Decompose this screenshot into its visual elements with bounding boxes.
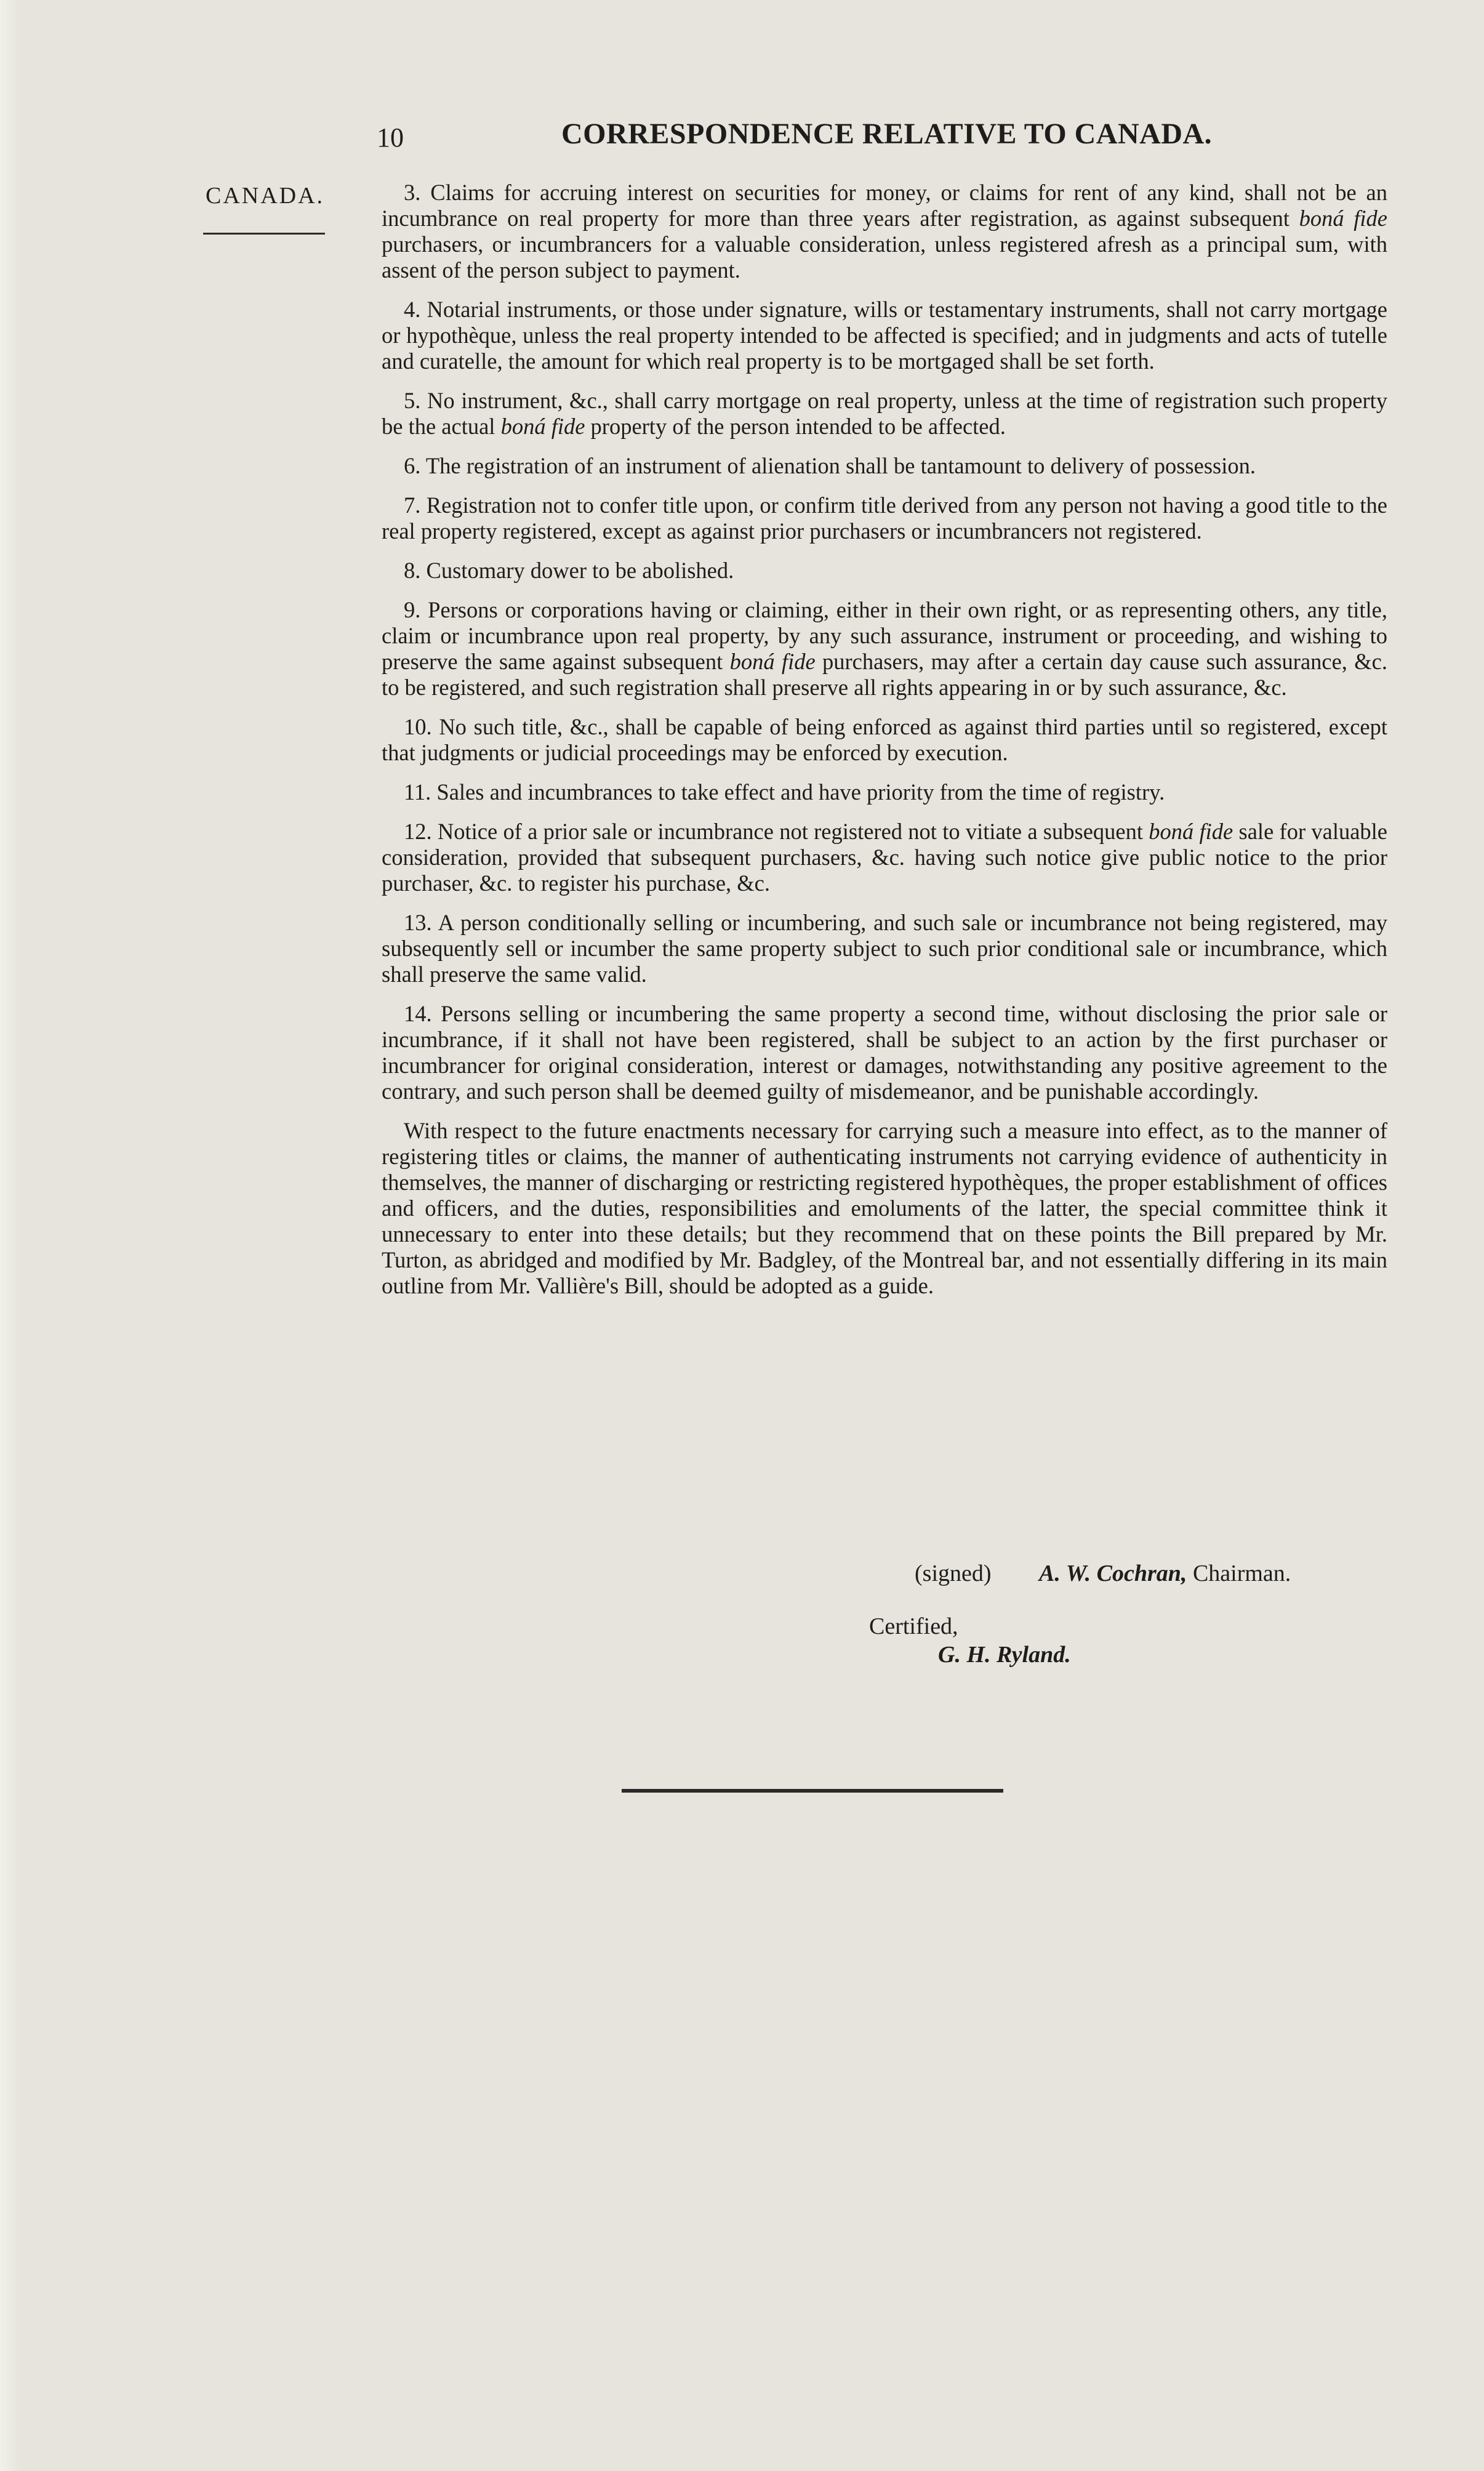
paragraph-12: 12. Notice of a prior sale or incumbrance not registered not to vitiate a subsequent boná fide sale for valuable consideration, provided that subsequent purchasers, &c. having such notice give public notice to the prior purchaser, &c. to register his purchase, &c.	[382, 819, 1387, 896]
closing-paragraph: With respect to the future enactments necessary for carrying such a measure into effect, as to the manner of registering titles or claims, the manner of authenticating instruments not carrying evidence of authenticity in themselves, the manner of discharging or restricting registered hypothèques, the proper establishment of offices and officers, and the duties, responsibilities and emoluments of the latter, the special committee think it unnecessary to enter into these details; but they recommend that on these points the Bill prepared by Mr. Turton, as abridged and modified by Mr. Badgley, of the Montreal bar, and not essentially differing in its main outline from Mr. Vallière's Bill, should be adopted as a guide.	[382, 1118, 1387, 1298]
signed-line	[915, 1559, 1291, 1588]
paragraph-8: 8. Customary dower to be abolished.	[404, 558, 734, 583]
paragraph-7: 7. Registration not to confer title upon, or confirm title derived from any person not having a good title to the real property registered, except as against prior purchasers or incumbrancers not registered.	[382, 492, 1387, 544]
page-edge	[0, 0, 21, 2471]
chairman-role: Chairman.	[1192, 1561, 1291, 1586]
chairman-name: A. W. Cochran,	[1039, 1561, 1187, 1586]
margin-label: CANADA.	[206, 183, 325, 209]
paragraph-14: 14. Persons selling or incumbering the same property a second time, without disclosing the prior sale or incumbrance, if it shall not have been registered, shall be subject to an action by the first purchaser or incumbrancer for original consideration, interest or damages, notwithstanding any positive agreement to the contrary, and such person shall be deemed guilty of misdemeanor, and be punishable accordingly.	[382, 1001, 1387, 1104]
certified-label: Certified,	[869, 1613, 958, 1639]
paragraph-6: 6. The registration of an instrument of alienation shall be tantamount to delivery of possession.	[404, 453, 1256, 478]
body-text	[382, 180, 1387, 1312]
paragraph-11: 11. Sales and incumbrances to take effect and have priority from the time of registry.	[404, 779, 1165, 805]
paragraph-9: 9. Persons or corporations having or claiming, either in their own right, or as representing others, any title, claim or incumbrance upon real property, by any such assurance, instrument or proceeding, and wishing to preserve the same against subsequent boná fide purchasers, may after a certain day cause such assurance, &c. to be registered, and such registration shall preserve all rights appearing in or by such assurance, &c.	[382, 597, 1387, 700]
paragraph-4: 4. Notarial instruments, or those under signature, wills or testamentary instruments, shall not carry mortgage or hypothèque, unless the real property intended to be affected is specified; and in judgments and acts of tutelle and curatelle, the amount for which real property is to be mortgaged shall be set forth.	[382, 297, 1387, 374]
certifier-name: G. H. Ryland.	[938, 1642, 1071, 1668]
margin-rule	[203, 233, 325, 235]
page-title: CORRESPONDENCE RELATIVE TO CANADA.	[561, 118, 1213, 150]
running-head	[377, 117, 1386, 160]
signed-label: (signed)	[915, 1561, 992, 1586]
paragraph-3: 3. Claims for accruing interest on securities for money, or claims for rent of any kind, shall not be an incumbrance on real property for more than three years after registration, as against subsequent boná fide purchasers, or incumbrancers for a valuable consideration, unless registered afresh as a principal sum, with assent of the person subject to payment.	[382, 180, 1387, 283]
page-number: 10	[377, 123, 404, 153]
paragraph-13: 13. A person conditionally selling or incumbering, and such sale or incumbrance not being registered, may subsequently sell or incumber the same property subject to such prior conditional sale or incumbrance, which shall preserve the same valid.	[382, 910, 1387, 987]
paragraph-10: 10. No such title, &c., shall be capable of being enforced as against third parties until so registered, except that judgments or judicial proceedings may be enforced by execution.	[382, 714, 1387, 765]
closing-rule	[622, 1789, 1003, 1793]
paragraph-5: 5. No instrument, &c., shall carry mortgage on real property, unless at the time of registration such property be the actual boná fide property of the person intended to be affected.	[382, 388, 1387, 439]
